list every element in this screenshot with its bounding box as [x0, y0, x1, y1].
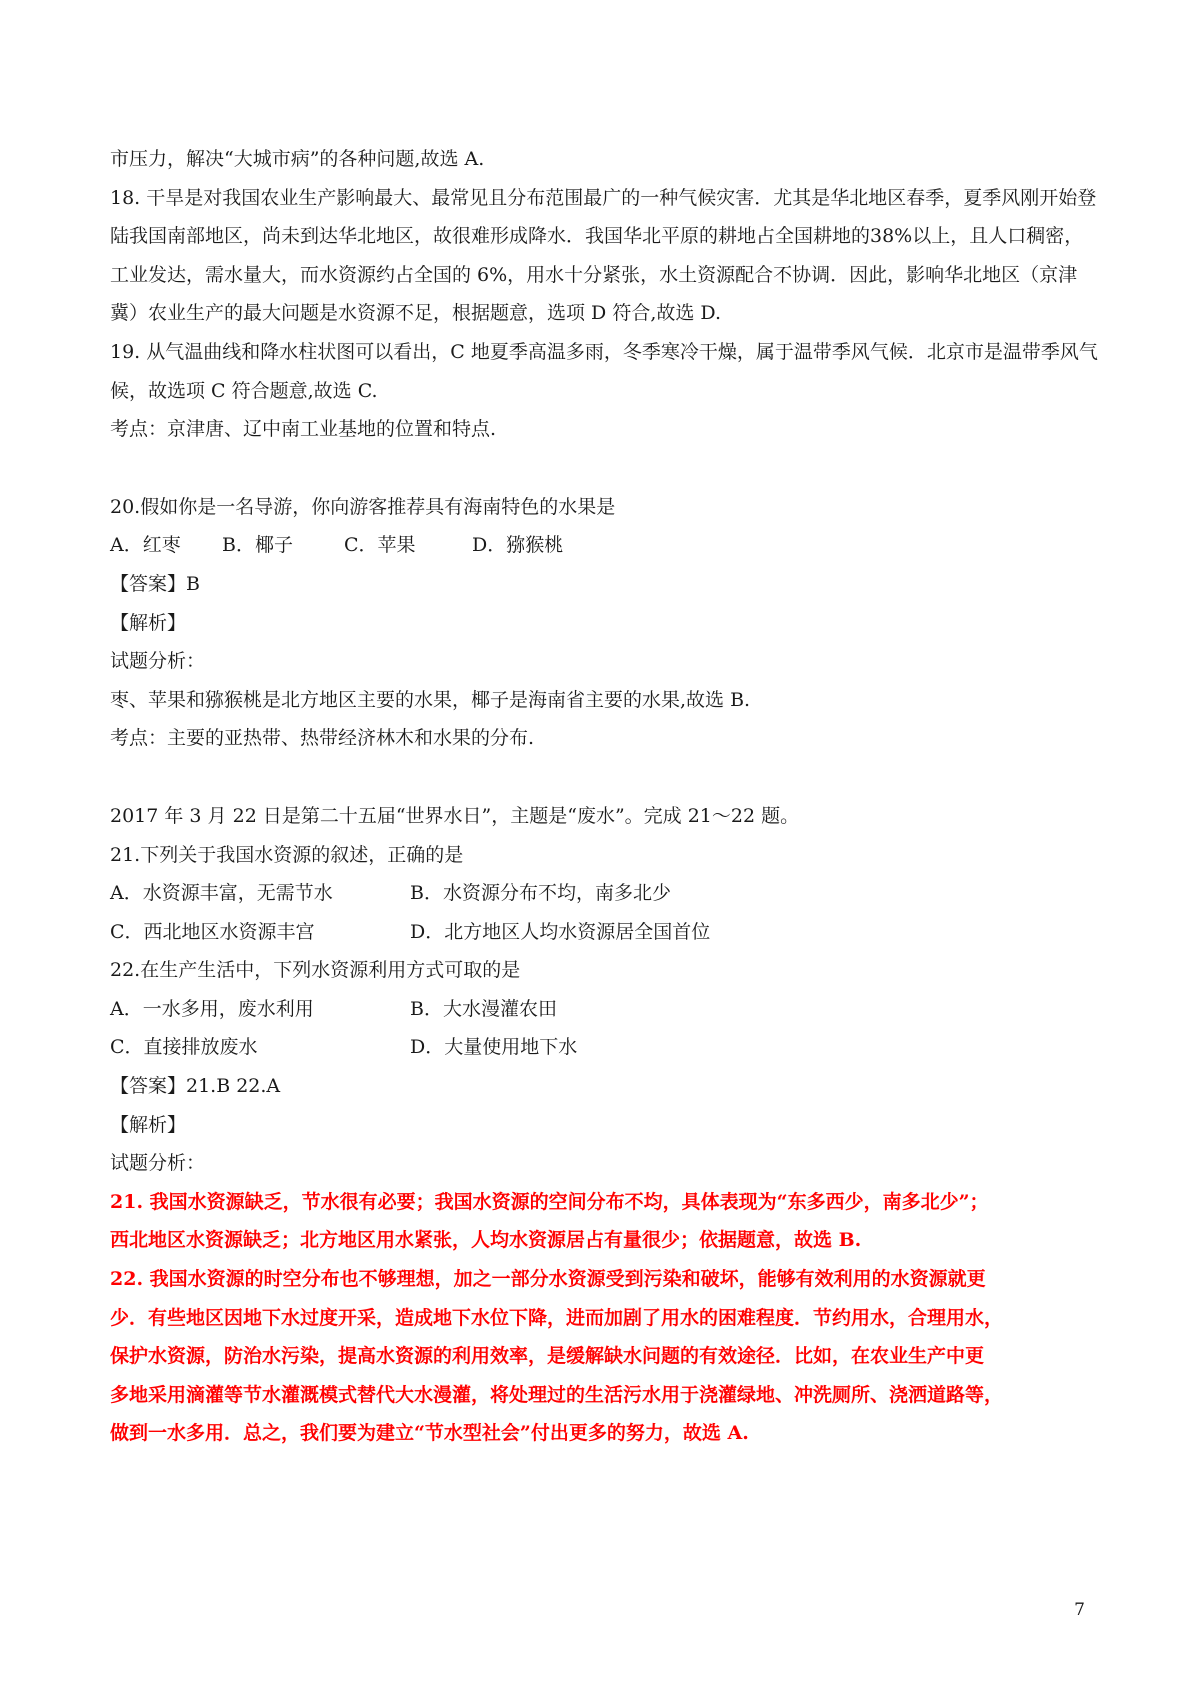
- q22-options-row-2: [110, 1028, 1100, 1067]
- q22-option-d: D．大量使用地下水: [410, 1036, 578, 1059]
- q17-explanation-tail: 市压力，解决“大城市病”的各种问题,故选 A.: [110, 148, 485, 170]
- q21-option-c: C．西北地区水资源丰宫: [110, 920, 315, 943]
- q20-kaodian: 考点：主要的亚热带、热带经济林木和水果的分布.: [110, 727, 535, 750]
- red-explanation-line: 保护水资源，防治水污染，提高水资源的利用效率，是缓解缺水问题的有效途径．比如，在农业生产中更: [110, 1345, 985, 1368]
- red-explanation-line: 多地采用滴灌等节水灌溉模式替代大水漫灌，将处理过的生活污水用于浇灌绿地、冲洗厕所、浇洒道路等，: [110, 1383, 1004, 1406]
- spacer: [110, 758, 1100, 797]
- intro-21-22: 2017 年 3 月 22 日是第二十五届“世界水日”，主题是“废水”。完成 21～22 题。: [110, 804, 800, 827]
- q19-explanation: 19. 从气温曲线和降水柱状图可以看出，C 地夏季高温多雨，冬季寒冷干燥，属于温带季风气候．北京市是温带季风气候，故选项 C 符合题意,故选 C.: [110, 340, 1098, 402]
- q21-option-d: D．北方地区人均水资源居全国首位: [410, 920, 711, 943]
- q20-option-b: B．椰子: [222, 534, 293, 557]
- answer-21-22: 【答案】21.B 22.A: [110, 1075, 281, 1098]
- q20-options: [110, 526, 1100, 565]
- analysis-heading-21-22: 【解析】: [110, 1113, 187, 1136]
- q21-option-a: A．水资源丰富，无需节水: [110, 882, 333, 905]
- red-explanation-line: 少．有些地区因地下水过度开采，造成地下水位下降，进而加剧了用水的困难程度．节约用水，合理用水，: [110, 1306, 1004, 1329]
- q18-explanation: 18. 干旱是对我国农业生产影响最大、最常见且分布范围最广的一种气候灾害．尤其是华北地区春季，夏季风刚开始登陆我国南部地区，尚未到达华北地区，故很难形成降水．我国华北平原的耕地占全国耕地的38%以上，且人口稠密，工业发达，需水量大，而水资源约占全国的 6%，用水十分紧张，水土资源配合不协调．因此，影响华北地区（京津冀）农业生产的最大问题是水资源不足，根据题意，选项 D 符合,故选 D.: [110, 186, 1097, 325]
- q21-options-row-2: [110, 913, 1100, 952]
- q22-option-b: B．大水漫灌农田: [410, 997, 557, 1020]
- analysis-label-21-22: 试题分析：: [110, 1152, 206, 1175]
- spacer: [110, 449, 1100, 488]
- document-body: [110, 140, 1100, 1453]
- q20-answer: 【答案】B: [110, 572, 200, 595]
- q20-option-d: D．猕猴桃: [472, 534, 564, 557]
- q20-question: 20.假如你是一名导游，你向游客推荐具有海南特色的水果是: [110, 495, 616, 518]
- red-explanation-line: 西北地区水资源缺乏；北方地区用水紧张，人均水资源居占有量很少；依据题意，故选 B.: [110, 1229, 862, 1252]
- red-explanation-line: 21. 我国水资源缺乏，节水很有必要；我国水资源的空间分布不均，具体表现为“东多西少，南多北少”；: [110, 1190, 989, 1213]
- q20-analysis-heading: 【解析】: [110, 611, 187, 634]
- q22-options-row-1: [110, 990, 1100, 1029]
- red-explanation-line: 22. 我国水资源的时空分布也不够理想，加之一部分水资源受到污染和破坏，能够有效利用的水资源就更: [110, 1268, 986, 1291]
- q20-option-a: A．红枣: [110, 534, 181, 557]
- q20-analysis-label: 试题分析：: [110, 650, 206, 673]
- kaodian-1: 考点：京津唐、辽中南工业基地的位置和特点.: [110, 418, 497, 441]
- q22-question: 22.在生产生活中，下列水资源利用方式可取的是: [110, 959, 521, 982]
- q20-option-c: C．苹果: [344, 534, 416, 557]
- q20-analysis: 枣、苹果和猕猴桃是北方地区主要的水果，椰子是海南省主要的水果,故选 B.: [110, 688, 751, 711]
- q21-option-b: B．水资源分布不均，南多北少: [410, 882, 671, 905]
- q21-question: 21.下列关于我国水资源的叙述，正确的是: [110, 843, 464, 866]
- q22-option-a: A．一水多用，废水利用: [110, 997, 314, 1020]
- page-number: 7: [1074, 1600, 1085, 1620]
- q22-option-c: C．直接排放废水: [110, 1036, 258, 1059]
- red-explanation-line: 做到一水多用．总之，我们要为建立“节水型社会”付出更多的努力，故选 A.: [110, 1422, 749, 1445]
- q21-options-row-1: [110, 874, 1100, 913]
